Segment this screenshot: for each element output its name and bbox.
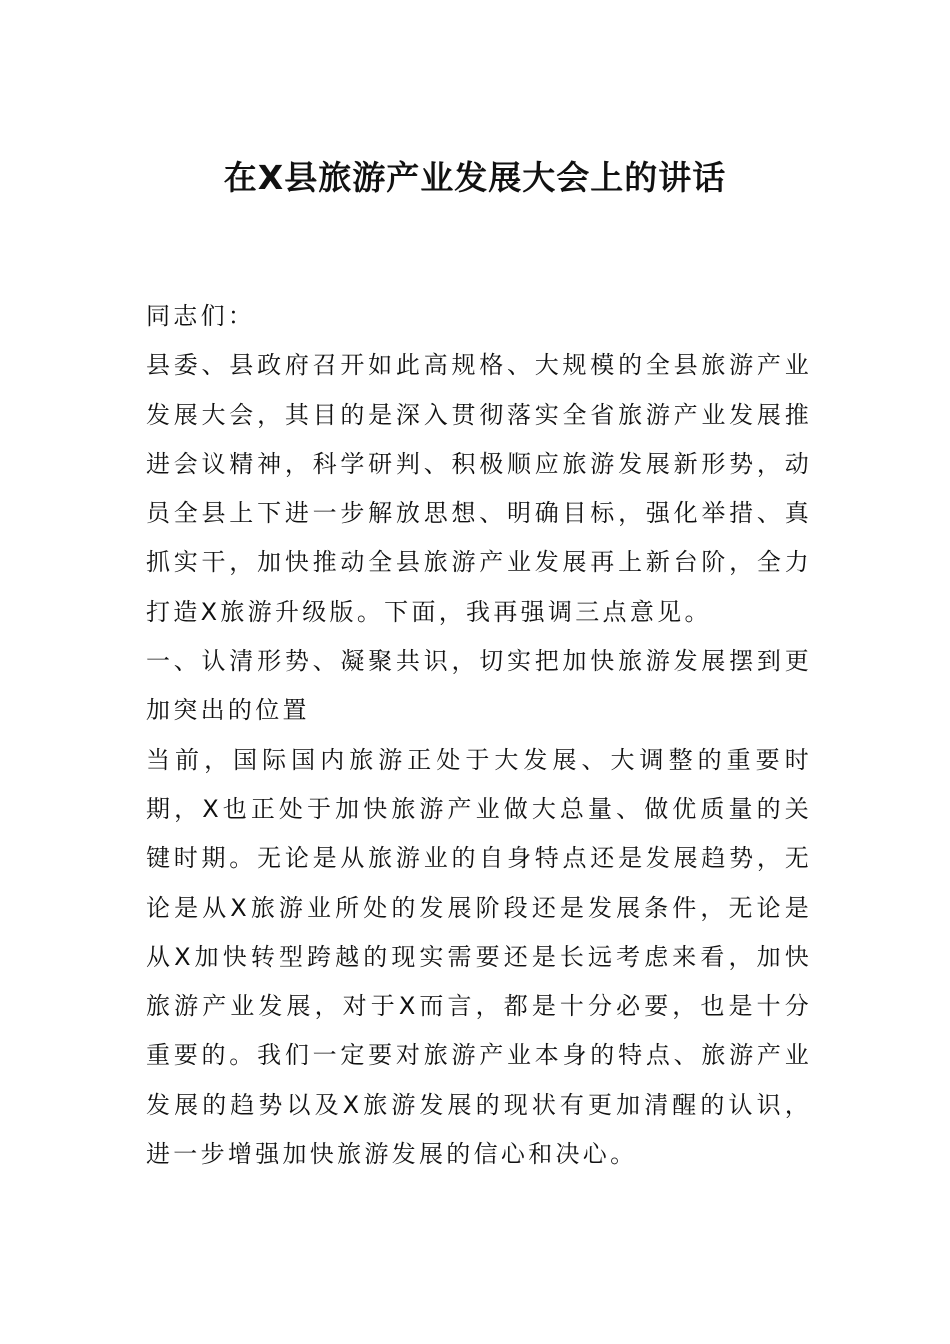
section-heading-one: 一、认清形势、凝聚共识，切实把加快旅游发展摆到更加突出的位置 — [146, 647, 812, 725]
document-title: 在X县旅游产业发展大会上的讲话 — [223, 158, 727, 197]
salutation-paragraph: 同志们： — [146, 302, 256, 330]
intro-paragraph: 县委、县政府召开如此高规格、大规模的全县旅游产业发展大会，其目的是深入贯彻落实全省旅游产业发展推进会议精神，科学研判、积极顺应旅游发展新形势，动员全县上下进一步解放思想、明确目标，强化举措、真抓实干，加快推动全县旅游产业发展再上新台阶，全力打造X旅游升级版。下面，我再强调三点意见。 — [146, 351, 812, 626]
body-paragraph: 当前，国际国内旅游正处于大发展、大调整的重要时期，X也正处于加快旅游产业做大总量、做优质量的关键时期。无论是从旅游业的自身特点还是发展趋势，无论是从X旅游业所处的发展阶段还是发展条件，无论是从X加快转型跨越的现实需要还是长远考虑来看，加快旅游产业发展，对于X而言，都是十分必要，也是十分重要的。我们一定要对旅游产业本身的特点、旅游产业发展的趋势以及X旅游发展的现状有更加清醒的认识，进一步增强加快旅游发展的信心和决心。 — [146, 745, 812, 1169]
document-body — [146, 292, 812, 1179]
